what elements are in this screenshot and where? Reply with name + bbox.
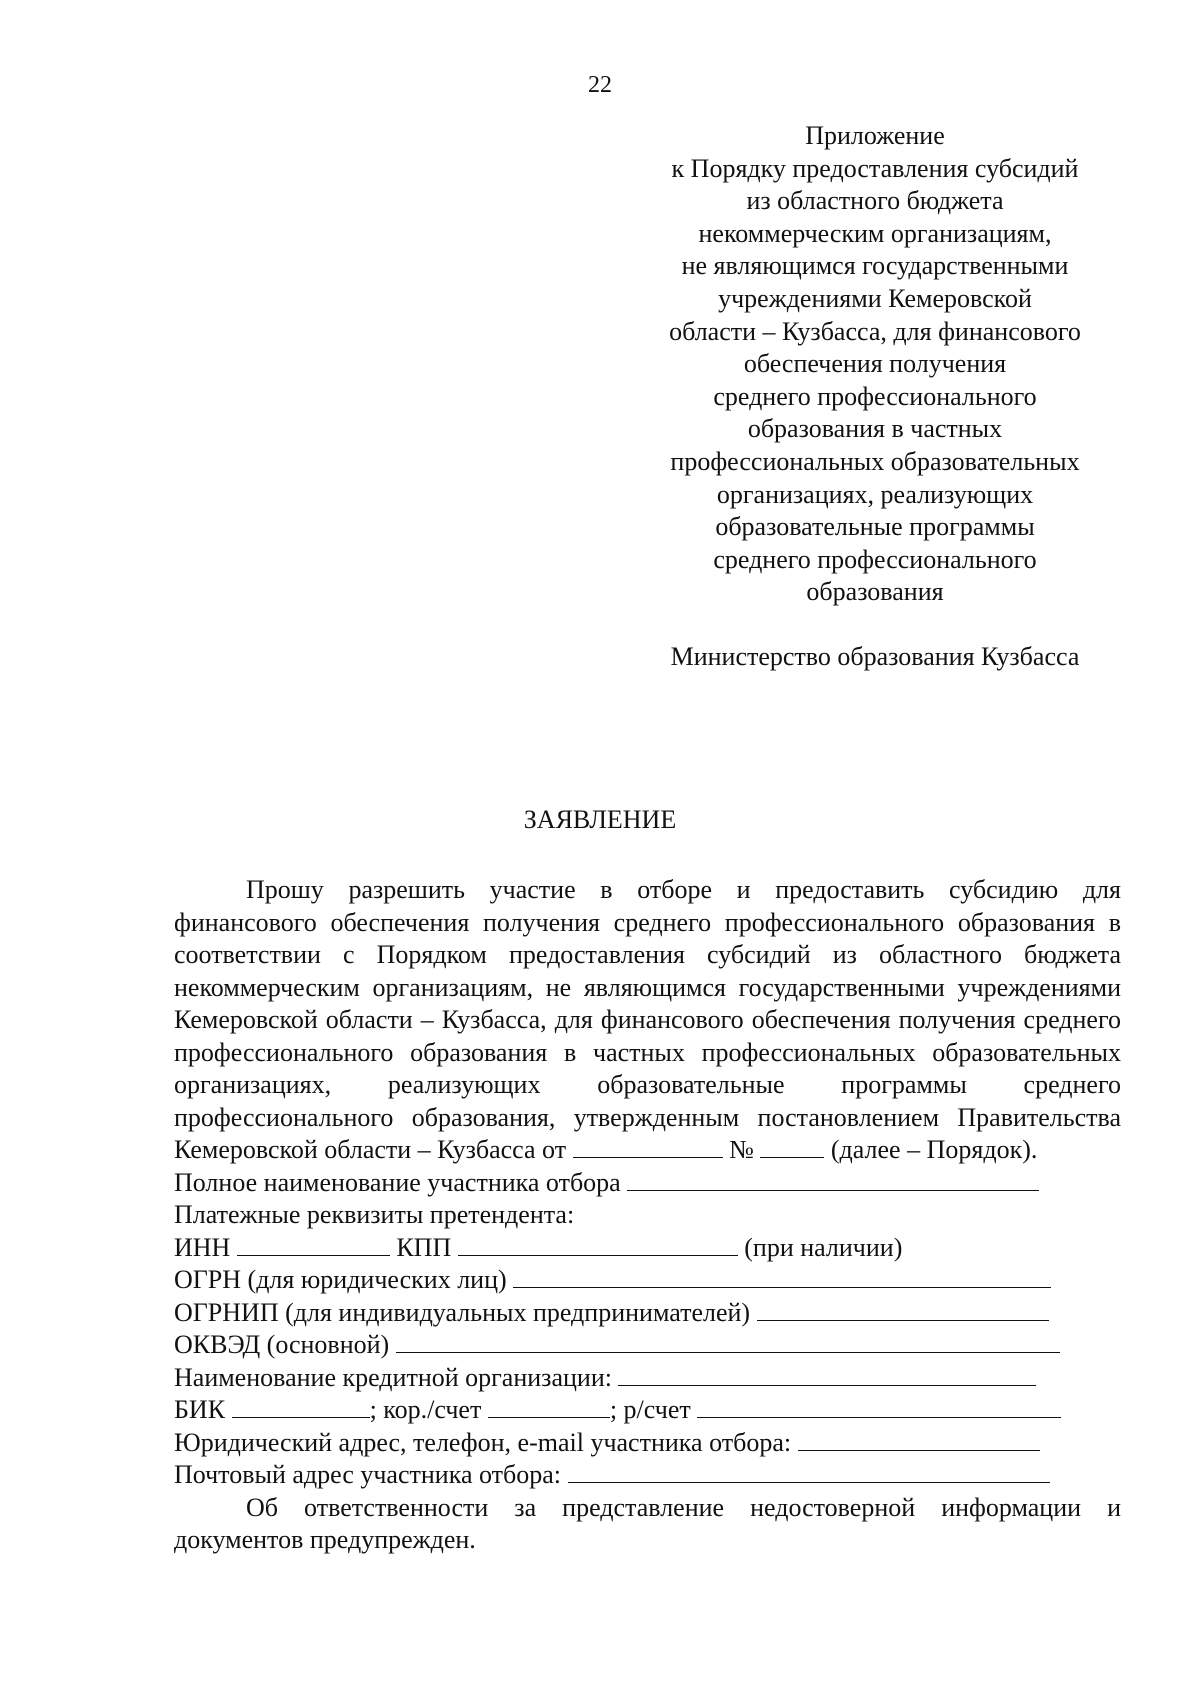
ogrn-label: ОГРН (для юридических лиц) [174,1265,507,1294]
request-tail: (далее – Порядок). [830,1135,1038,1164]
application-body [174,874,1121,1557]
request-text: Прошу разрешить участие в отборе и предоставить субсидию для финансового обеспечения получения среднего профессионального образования в соответствии с Порядком предоставления субсидий из областного бюджета некоммерческим организациям, не являющимся государственными учреждениями Кемеровской области – Кузбасса, для финансового обеспечения получения среднего профессионального образования в частных профессиональных образовательных организациях, реализующих образовательные программы среднего профессионального образования, утвержденным постановлением Правительства Кемеровской области – Кузбасса от [174,875,1121,1164]
appendix-line: профессиональных образовательных [670,446,1080,476]
kpp-label: КПП [396,1232,452,1262]
full-name-label: Полное наименование участника отбора [174,1167,621,1197]
okved-row [174,1329,1121,1362]
postal-address-label: Почтовый адрес участника отбора: [174,1460,561,1489]
corr-account-label: ; кор./счет [369,1395,482,1424]
appendix-line: к Порядку предоставления субсидий [671,153,1079,183]
decree-number-field[interactable] [760,1135,824,1158]
document-title: ЗАЯВЛЕНИЕ [523,805,677,834]
postal-address-row [174,1459,1121,1492]
postal-address-field[interactable] [568,1460,1050,1483]
full-name-row [174,1167,1121,1200]
payment-details-row [174,1199,1121,1232]
appendix-header [640,120,1110,609]
legal-address-label: Юридический адрес, телефон, e-mail участника отбора: [174,1427,792,1457]
inn-label: ИНН [174,1232,231,1262]
number-sign: № [729,1135,754,1164]
inn-field[interactable] [237,1233,390,1256]
legal-address-row [174,1427,1121,1460]
corr-account-field[interactable] [488,1395,610,1418]
full-name-field[interactable] [627,1168,1039,1191]
ogrnip-field[interactable] [757,1298,1049,1321]
bank-name-row [174,1362,1121,1395]
bank-name-label: Наименование кредитной организации: [174,1362,612,1392]
ogrn-row [174,1264,1121,1297]
appendix-line: некоммерческим организациям, [698,218,1052,248]
request-paragraph [174,874,1121,1167]
appendix-line: организациях, реализующих [716,479,1034,509]
okved-field[interactable] [396,1330,1060,1353]
appendix-line: обеспечения получения [743,349,1007,379]
appendix-line: образования в частных [747,414,1003,444]
appendix-line: не являющимся государственными [681,251,1069,281]
payment-details-label: Платежные реквизиты претендента: [174,1200,575,1229]
appendix-line: учреждениями Кемеровской [718,283,1032,313]
bik-label: БИК [174,1395,226,1424]
appendix-line: образовательные программы [715,512,1035,542]
ogrnip-label: ОГРНИП (для индивидуальных предпринимателей) [174,1297,751,1327]
appendix-line: области – Кузбасса, для финансового [669,316,1081,346]
liability-warning: Об ответственности за представление недостоверной информации и документов предупрежден. [174,1492,1121,1554]
ogrnip-row [174,1297,1121,1330]
kpp-field[interactable] [458,1233,738,1256]
page-number: 22 [588,72,612,98]
appendix-line: Приложение [805,121,945,150]
ogrn-field[interactable] [513,1265,1051,1288]
appendix-line: образования [806,577,944,607]
bank-name-field[interactable] [618,1363,1036,1386]
okved-label: ОКВЭД (основной) [174,1330,390,1359]
appendix-line: среднего профессионального [713,544,1037,574]
legal-address-field[interactable] [798,1428,1040,1451]
recipient: Министерство образования Кузбасса [670,642,1080,671]
bank-accounts-row [174,1394,1121,1427]
kpp-note: (при наличии) [744,1232,903,1262]
date-field[interactable] [573,1135,723,1158]
appendix-line: из областного бюджета [746,186,1004,216]
settlement-account-label: ; р/счет [609,1395,691,1424]
settlement-account-field[interactable] [697,1395,1061,1418]
inn-kpp-row [174,1232,1121,1265]
appendix-line: среднего профессионального [713,381,1037,411]
bik-field[interactable] [232,1395,370,1418]
